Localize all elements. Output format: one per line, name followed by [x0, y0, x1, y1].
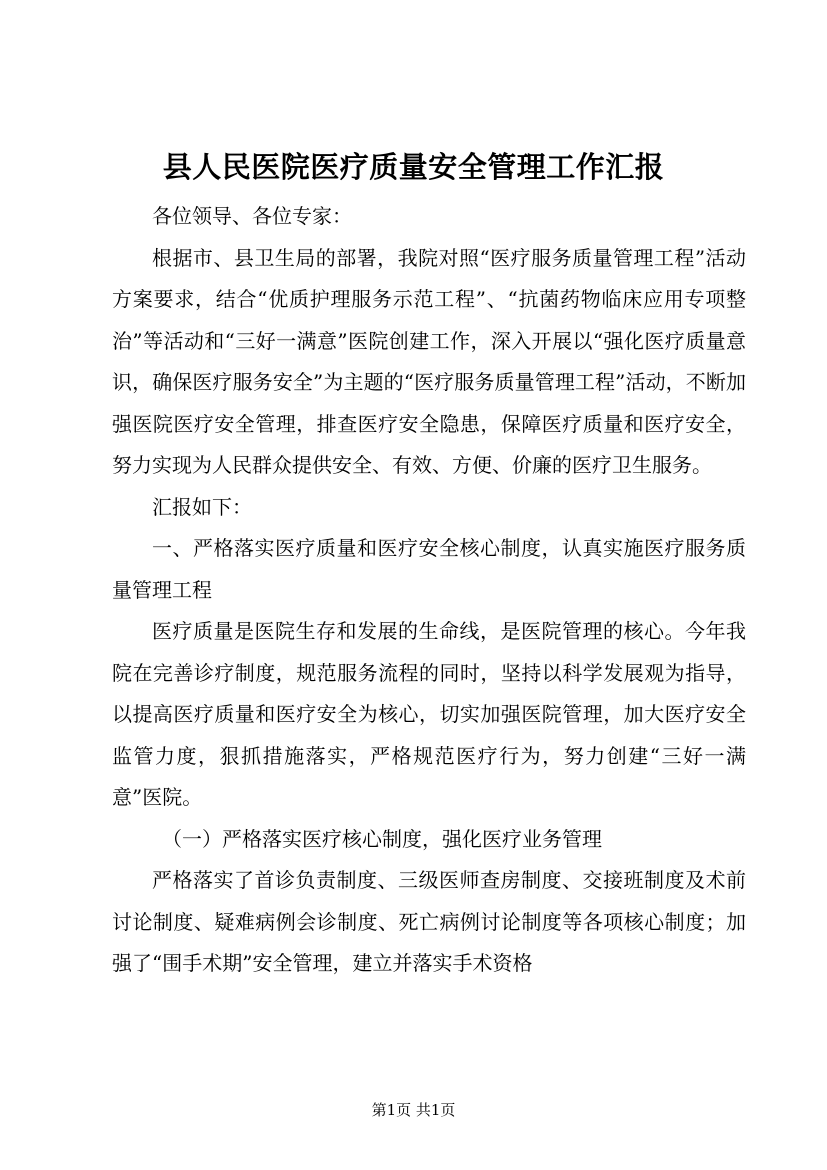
- salutation-paragraph: 各位领导、各位专家：: [152, 204, 352, 228]
- intro-paragraph: 根据市、县卫生局的部署，我院对照“医疗服务质量管理工程”活动方案要求，结合“优质护理服务示范工程”、“抗菌药物临床应用专项整治”等活动和“三好一满意”医院创建工作，深入开展以“强化医疗质量意识，确保医疗服务安全”为主题的“医疗服务质量管理工程”活动，不断加强医院医疗安全管理，排查医疗安全隐患，保障医疗质量和医疗安全，努力实现为人民群众提供安全、有效、方便、价廉的医疗卫生服务。: [112, 245, 746, 477]
- subsection-heading-1: （一）严格落实医疗核心制度，强化医疗业务管理: [162, 826, 602, 851]
- section-heading-1: 一、严格落实医疗质量和医疗安全核心制度，认真实施医疗服务质量管理工程: [112, 536, 746, 602]
- report-lead-paragraph: 汇报如下：: [152, 494, 252, 519]
- document-title: 县人民医院医疗质量安全管理工作汇报: [162, 150, 665, 184]
- subsection-1-paragraph: 严格落实了首诊负责制度、三级医师查房制度、交接班制度及术前讨论制度、疑难病例会诊制度、死亡病例讨论制度等各项核心制度；加强了“围手术期”安全管理，建立并落实手术资格: [112, 868, 746, 975]
- document-body: [112, 196, 746, 985]
- section-1-paragraph: 医疗质量是医院生存和发展的生命线，是医院管理的核心。今年我院在完善诊疗制度，规范服务流程的同时，坚持以科学发展观为指导，以提高医疗质量和医疗安全为核心，切实加强医院管理，加大医疗安全监管力度，狠抓措施落实，严格规范医疗行为，努力创建“三好一满意”医院。: [112, 619, 746, 809]
- page-footer: 第1页 共1页: [371, 1101, 456, 1119]
